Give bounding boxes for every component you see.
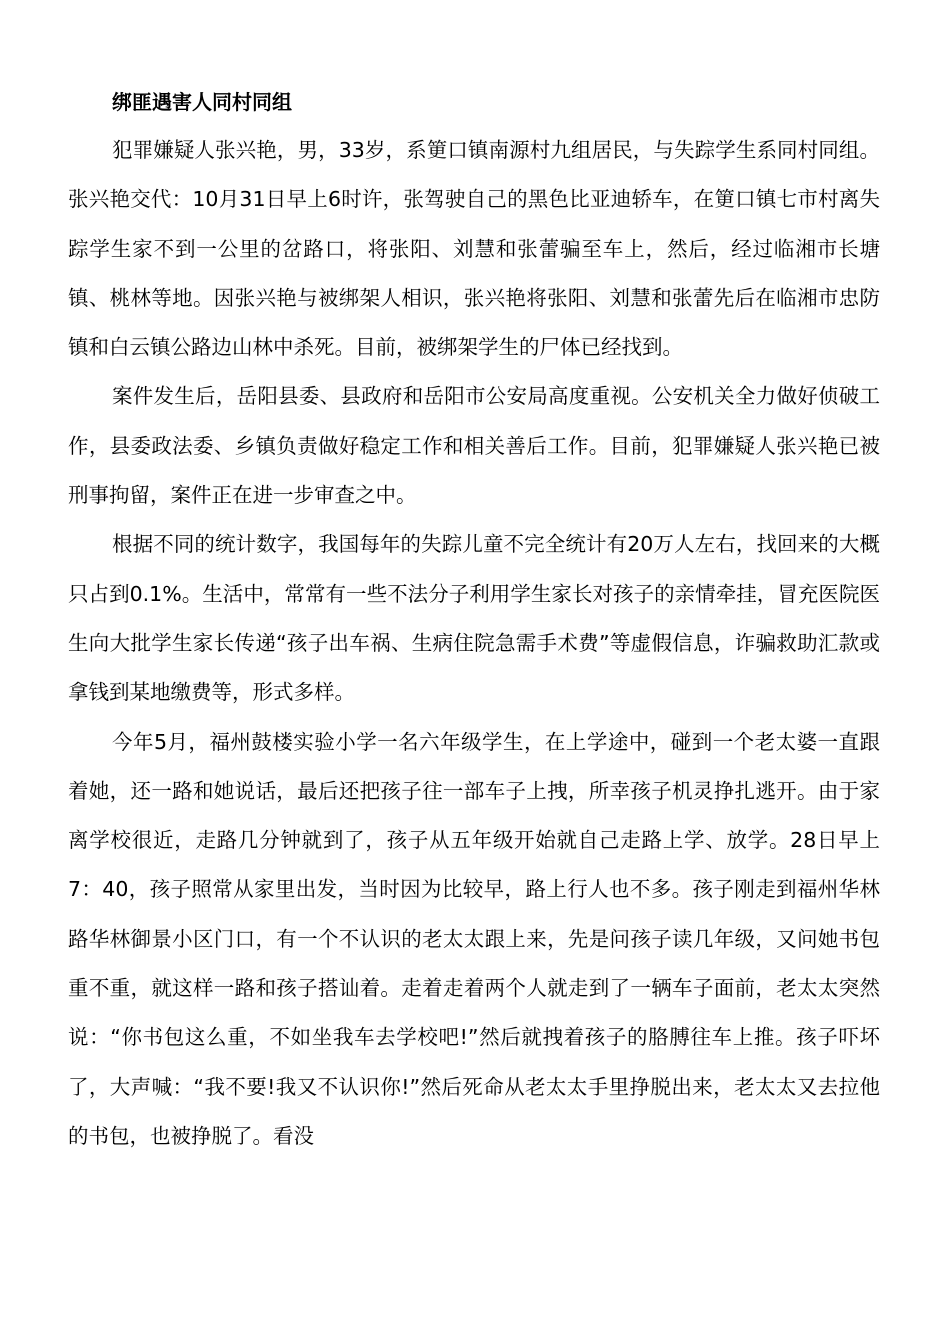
section-heading: 绑匪遇害人同村同组 [112,90,292,114]
paragraph-suspect-confession: 犯罪嫌疑人张兴艳，男，33岁，系筻口镇南源村九组居民，与失踪学生系同村同组。张兴艳交代：10月31日早上6时许，张驾驶自己的黑色比亚迪轿车，在筻口镇七市村离失踪学生家不到一公里的岔路口，将张阳、刘慧和张蕾骗至车上，然后，经过临湘市长塘镇、桃林等地。因张兴艳与被绑架人相识，张兴艳将张阳、刘慧和张蕾先后在临湘市忠防镇和白云镇公路边山林中杀死。目前，被绑架学生的尸体已经找到。 [68,138,880,360]
paragraph-case-response: 案件发生后，岳阳县委、县政府和岳阳市公安局高度重视。公安机关全力做好侦破工作，县委政法委、乡镇负责做好稳定工作和相关善后工作。目前，犯罪嫌疑人张兴艳已被刑事拘留，案件正在进一步审查之中。 [68,384,880,508]
document-body [68,78,880,1161]
paragraph-missing-children-statistics: 根据不同的统计数字，我国每年的失踪儿童不完全统计有20万人左右，找回来的大概只占到0.1%。生活中，常常有一些不法分子利用学生家长对孩子的亲情牵挂，冒充医院医生向大批学生家长传递“孩子出车祸、生病住院急需手术费”等虚假信息，诈骗救助汇款或拿钱到某地缴费等，形式多样。 [68,532,880,705]
paragraph-fuzhou-incident: 今年5月，福州鼓楼实验小学一名六年级学生，在上学途中，碰到一个老太婆一直跟着她，还一路和她说话，最后还把孩子往一部车子上拽，所幸孩子机灵挣扎逃开。由于家离学校很近，走路几分钟就到了，孩子从五年级开始就自己走路上学、放学。28日早上7：40，孩子照常从家里出发，当时因为比较早，路上行人也不多。孩子刚走到福州华林路华林御景小区门口，有一个不认识的老太太跟上来，先是问孩子读几年级，又问她书包重不重，就这样一路和孩子搭讪着。走着走着两个人就走到了一辆车子面前，老太太突然说：“你书包这么重，不如坐我车去学校吧!”然后就拽着孩子的胳膊往车上推。孩子吓坏了，大声喊：“我不要!我又不认识你!”然后死命从老太太手里挣脱出来，老太太又去拉他的书包，也被挣脱了。看没 [68,729,880,1148]
